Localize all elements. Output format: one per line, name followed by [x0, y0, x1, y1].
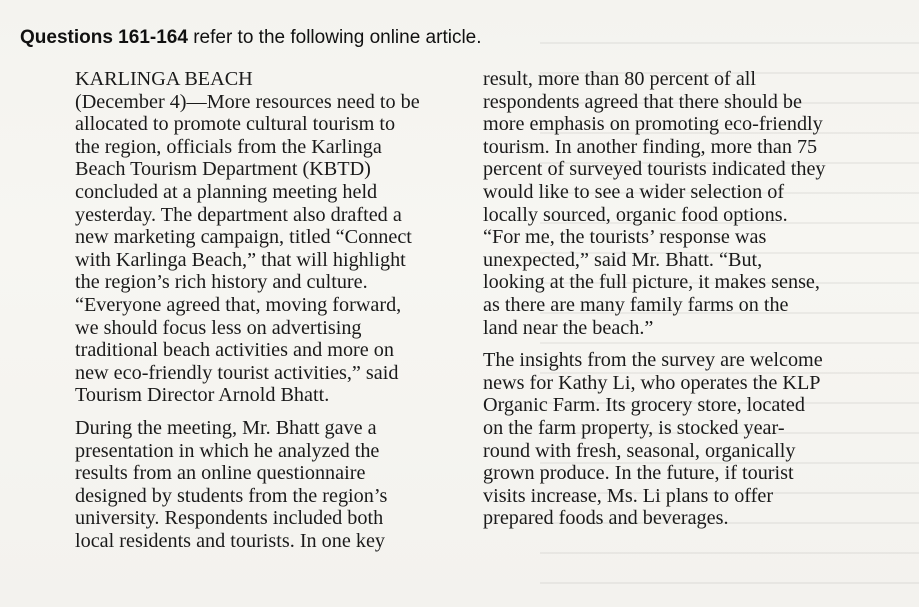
article-paragraph-2: During the meeting, Mr. Bhatt gave a presentation in which he analyzed the results from an online questionnaire designed by students from the region’s university. Respondents included both local residents and tourists. In one key — [75, 416, 388, 552]
article-right-column — [483, 68, 878, 530]
article-left-column — [75, 68, 470, 552]
questions-heading — [20, 27, 482, 49]
article-paragraph-3: The insights from the survey are welcome news for Kathy Li, who operates the KLP Organic Farm. Its grocery store, located on the farm property, is stocked year- round with fresh, seasonal, organically grown produce. In the future, if tourist visits increase, Ms. Li plans to offer prepared foods and beverages. — [483, 349, 823, 530]
questions-instruction: refer to the following online article. — [187, 27, 482, 48]
article-paragraph-2-continued: result, more than 80 percent of all respondents agreed that there should be more emphasis on promoting eco-friendly tourism. In another finding, more than 75 percent of surveyed tourists indicated they would like to see a wider selection of locally sourced, organic food options. “For me, the tourists’ response was unexpected,” said Mr. Bhatt. “But, looking at the full picture, it makes sense, as there are many family farms on the land near the beach.” — [483, 68, 826, 339]
article-paragraph-1: KARLINGA BEACH (December 4)—More resources need to be allocated to promote cultural tourism to the region, officials from the Karlinga Beach Tourism Department (KBTD) concluded at a planning meeting held yesterday. The department also drafted a new marketing campaign, titled “Connect with Karlinga Beach,” that will highlight the region’s rich history and culture. “Everyone agreed that, moving forward, we should focus less on advertising traditional beach activities and more on new eco-friendly tourist activities,” said Tourism Director Arnold Bhatt. — [75, 68, 420, 407]
questions-range-label: Questions 161-164 — [20, 27, 188, 48]
